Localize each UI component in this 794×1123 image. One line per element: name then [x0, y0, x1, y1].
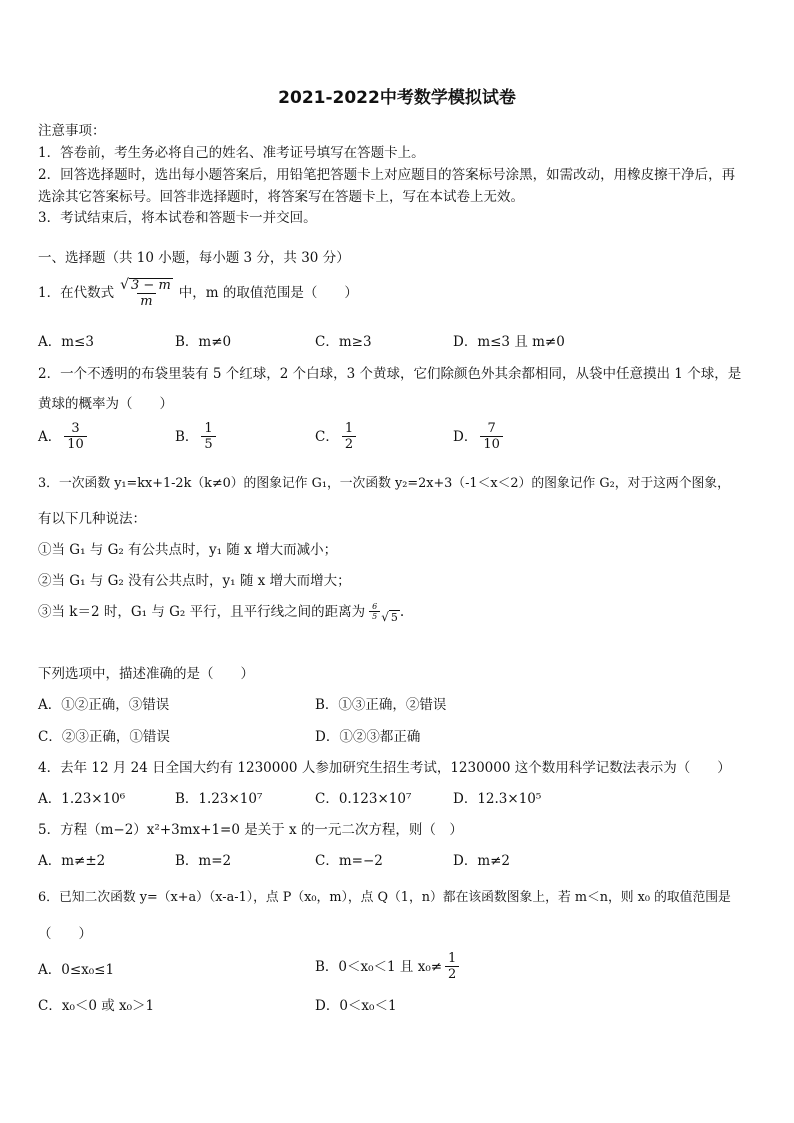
notice-item-1: 1．答卷前，考生务必将自己的姓名、准考证号填写在答题卡上。: [38, 145, 425, 161]
q3-option-d: D．①②③都正确: [315, 729, 421, 745]
section-heading: 一、选择题（共 10 小题，每小题 3 分，共 30 分）: [38, 250, 350, 266]
q2-stem-line-2: 黄球的概率为（ ）: [38, 396, 173, 412]
q4-option-c: C．0.123×10⁷: [315, 791, 412, 807]
q2-option-b-denominator: 5: [201, 436, 215, 452]
q1-option-c: C．m≥3: [315, 334, 372, 350]
q5-stem: 5．方程（m−2）x²+3mx+1=0 是关于 x 的一元二次方程，则（ ）: [38, 822, 463, 838]
q6-option-c: C．x₀＜0 或 x₀＞1: [38, 998, 155, 1014]
q2-option-b-label: B．: [175, 428, 199, 445]
q1-option-d: D．m≤3 且 m≠0: [453, 334, 565, 350]
q2-option-c: [315, 422, 359, 451]
q2-option-a: [38, 422, 90, 451]
page-title: 2021-2022中考数学模拟试卷: [278, 88, 516, 108]
q3-distance-numerator: 6: [372, 601, 378, 611]
q2-option-c-label: C．: [315, 428, 339, 445]
q1-option-b: B．m≠0: [175, 334, 232, 350]
q3-statement-3-text: ③当 k＝2 时，G₁ 与 G₂ 平行，且平行线之间的距离为: [38, 604, 366, 621]
notice-item-2: 2．回答选择题时，选出每小题答案后，用铅笔把答题卡上对应题目的答案标号涂黑，如需改动，用橡皮擦干净后，再: [38, 167, 736, 183]
q3-prompt: 下列选项中，描述准确的是（ ）: [38, 666, 254, 682]
q3-stem-line-1: 3．一次函数 y₁=kx+1-2k（k≠0）的图象记作 G₁，一次函数 y₂=2x+3（-1＜x＜2）的图象记作 G₂，对于这两个图象，: [38, 476, 730, 491]
q3-option-c: C．②③正确，①错误: [38, 729, 170, 745]
q2-option-a-numerator: 3: [71, 421, 80, 436]
question-1: [38, 278, 358, 308]
notice-item-2-cont: 选涂其它答案标号。回答非选择题时，将答案写在答题卡上，写在本试卷上无效。: [38, 189, 524, 205]
q1-option-a: A．m≤3: [38, 334, 94, 350]
q3-distance-radicand: 5: [390, 611, 398, 624]
q4-option-a: A．1.23×10⁶: [38, 791, 126, 807]
q3-stem-line-2: 有以下几种说法：: [38, 511, 146, 527]
q4-stem: 4．去年 12 月 24 日全国大约有 1230000 人参加研究生招生考试，1230000 这个数用科学记数法表示为（ ）: [38, 760, 731, 776]
q1-fraction: [117, 278, 176, 308]
q3-statement-2: ②当 G₁ 与 G₂ 没有公共点时，y₁ 随 x 增大而增大；: [38, 573, 351, 589]
q6-option-b-text: B．0＜x₀＜1 且 x₀≠: [315, 958, 443, 975]
q3-option-a: A．①②正确，③错误: [38, 697, 170, 713]
q4-option-d: D．12.3×10⁵: [453, 791, 542, 807]
q3-statement-1: ①当 G₁ 与 G₂ 有公共点时，y₁ 随 x 增大而减小；: [38, 542, 338, 558]
q2-option-d: [453, 422, 506, 451]
q1-fraction-numerator: 3 − m: [131, 278, 171, 293]
q1-fraction-denominator: m: [137, 293, 155, 309]
notice-heading: 注意事项：: [38, 123, 106, 139]
radical-sign-icon: √: [381, 610, 389, 624]
q3-option-b: B．①③正确，②错误: [315, 697, 447, 713]
q2-option-c-denominator: 2: [342, 436, 356, 452]
q2-option-d-label: D．: [453, 428, 478, 445]
q3-statement-3-end: .: [399, 604, 405, 621]
q6-option-a: A．0≤x₀≤1: [38, 962, 115, 978]
q6-option-b: [315, 952, 462, 981]
q2-option-d-denominator: 10: [480, 436, 503, 452]
q6-option-b-numerator: 1: [448, 951, 457, 966]
q4-option-b: B．1.23×10⁷: [175, 791, 263, 807]
q2-option-b: [175, 422, 219, 451]
q1-stem-pre: 1．在代数式: [38, 285, 115, 302]
q3-distance-denominator: 5: [369, 611, 380, 621]
q1-stem-post: 中，m 的取值范围是（ ）: [178, 285, 358, 302]
q5-option-a: A．m≠±2: [38, 853, 106, 869]
q6-stem-line-2: （ ）: [38, 926, 92, 942]
q2-option-c-numerator: 1: [344, 421, 354, 436]
q2-option-d-numerator: 7: [487, 421, 496, 436]
q6-option-d: D．0＜x₀＜1: [315, 998, 397, 1014]
notice-item-3: 3．考试结束后，将本试卷和答题卡一并交回。: [38, 210, 317, 226]
q5-option-c: C．m=−2: [315, 853, 383, 869]
q5-option-b: B．m=2: [175, 853, 232, 869]
radical-sign-icon: √: [120, 277, 130, 293]
q2-option-b-numerator: 1: [204, 421, 213, 436]
q3-statement-3: [38, 600, 404, 624]
q6-option-b-denominator: 2: [445, 966, 459, 982]
q2-option-a-label: A．: [38, 428, 62, 445]
q6-stem-line-1: 6．已知二次函数 y=（x+a）（x-a-1），点 P（x₀，m），点 Q（1，n）都在该函数图象上，若 m＜n，则 x₀ 的取值范围是: [38, 890, 731, 905]
q2-stem-line-1: 2．一个不透明的布袋里装有 5 个红球，2 个白球，3 个黄球，它们除颜色外其余都相同，从袋中任意摸出 1 个球，是: [38, 366, 742, 382]
q5-option-d: D．m≠2: [453, 853, 511, 869]
q2-option-a-denominator: 10: [64, 436, 87, 452]
